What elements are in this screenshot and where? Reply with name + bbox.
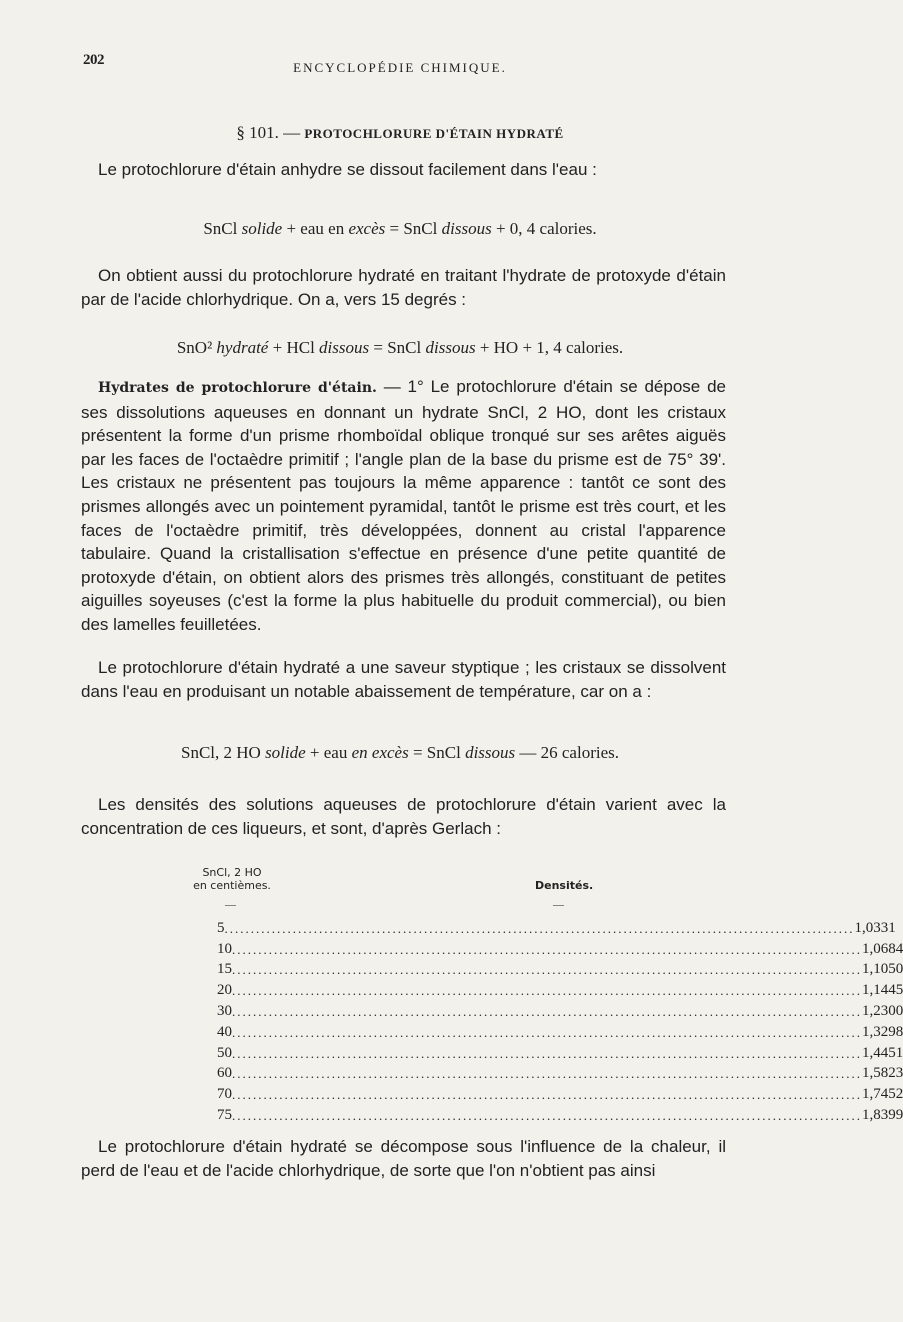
leader-dots: ........................................................................................................................ bbox=[232, 1066, 862, 1082]
density-cell: 1,2300 bbox=[862, 1002, 903, 1019]
concentration-cell: 40 bbox=[217, 1023, 232, 1040]
density-cell: 1,8399 bbox=[862, 1106, 903, 1123]
section-heading bbox=[0, 123, 800, 143]
col-dash-left: — bbox=[225, 899, 236, 911]
table-row bbox=[217, 1082, 903, 1103]
running-title: ENCYCLOPÉDIE CHIMIQUE. bbox=[293, 60, 507, 75]
page-number: 202 bbox=[83, 52, 104, 68]
paragraph-6: Le protochlorure d'étain hydraté se décompose sous l'influence de la chaleur, il perd de l'eau et de l'acide chlorhydrique, de sorte que l'on n'obtient pas ainsi bbox=[81, 1137, 726, 1180]
paragraph-1: Le protochlorure d'étain anhydre se dissout facilement dans l'eau : bbox=[98, 160, 597, 179]
table-row bbox=[217, 1062, 903, 1083]
section-title: PROTOCHLORURE D'ÉTAIN HYDRATÉ bbox=[304, 126, 564, 141]
table-row bbox=[217, 937, 903, 958]
hydrates-body: — 1° Le protochlorure d'étain se dépose de ses dissolutions aqueuses en donnant un hydrate SnCl, 2 HO, dont les cristaux présentent la forme d'un prisme rhomboïdal oblique tronqué sur ses arêtes aiguës par les faces de l'octaèdre primitif ; l'angle plan de la base du prisme est de 75° 39'. Les cristaux ne présentent pas toujours la même apparence : tantôt ce sont des prismes allongés avec un pointement pyramidal, tantôt le prisme est très court, et les faces de l'octaèdre primitif, très développées, donnent au cristal l'apparence tabulaire. Quand la cristallisation s'effectue en présence d'une petite quantité de protoxyde d'étain, on obtient alors des prismes très allongés, constituant de petites aiguilles soyeuses (c'est la forme la plus habituelle du produit commercial), ou bien des lamelles feuilletées. bbox=[81, 377, 726, 634]
paragraph-4: Le protochlorure d'étain hydraté a une saveur styptique ; les cristaux se dissolvent dans l'eau en produisant un notable abaissement de température, car on a : bbox=[81, 658, 726, 701]
leader-dots: ........................................................................................................................ bbox=[232, 962, 862, 978]
table-row bbox=[217, 958, 903, 979]
leader-dots: ........................................................................................................................ bbox=[232, 941, 862, 957]
concentration-cell: 20 bbox=[217, 982, 232, 999]
table-row bbox=[217, 999, 903, 1020]
leader-dots: ........................................................................................................................ bbox=[232, 1045, 862, 1061]
concentration-cell: 30 bbox=[217, 1002, 232, 1019]
leader-dots: ........................................................................................................................ bbox=[232, 1003, 862, 1019]
col-header-concentration: SnCl, 2 HO en centièmes. bbox=[193, 866, 271, 892]
table-body bbox=[217, 916, 903, 1124]
leader-dots: ........................................................................................................................ bbox=[224, 920, 855, 936]
concentration-cell: 60 bbox=[217, 1065, 232, 1082]
concentration-cell: 15 bbox=[217, 961, 232, 978]
section-dash: — bbox=[283, 123, 301, 142]
col-dash-right: — bbox=[553, 899, 564, 911]
concentration-cell: 10 bbox=[217, 940, 232, 957]
table-row bbox=[217, 916, 896, 937]
density-cell: 1,0331 bbox=[854, 919, 896, 936]
paragraph-3 bbox=[81, 375, 726, 637]
density-cell: 1,0684 bbox=[862, 940, 903, 957]
section-number: 101. bbox=[249, 123, 279, 142]
table-row bbox=[217, 1041, 903, 1062]
density-cell: 1,3298 bbox=[862, 1023, 903, 1040]
table-row bbox=[217, 1103, 903, 1124]
density-cell: 1,5823 bbox=[862, 1065, 903, 1082]
density-cell: 1,1050 bbox=[862, 961, 903, 978]
leader-dots: ........................................................................................................................ bbox=[232, 1087, 862, 1103]
concentration-cell: 5 bbox=[217, 919, 225, 936]
col-header-density: Densités. bbox=[535, 879, 594, 892]
hydrates-heading: Hydrates de protochlorure d'étain. bbox=[98, 380, 377, 396]
concentration-cell: 70 bbox=[217, 1086, 232, 1103]
formula-1: SnCl solide + eau en excès = SnCl dissous + 0, 4 calories. bbox=[203, 219, 597, 238]
concentration-cell: 75 bbox=[217, 1106, 232, 1123]
table-row bbox=[217, 978, 903, 999]
concentration-cell: 50 bbox=[217, 1044, 232, 1061]
paragraph-2: On obtient aussi du protochlorure hydraté en traitant l'hydrate de protoxyde d'étain par de l'acide chlorhydrique. On a, vers 15 degrés : bbox=[81, 266, 726, 309]
leader-dots: ........................................................................................................................ bbox=[232, 1107, 862, 1123]
formula-2: SnO² hydraté + HCl dissous = SnCl dissous + HO + 1, 4 calories. bbox=[176, 338, 624, 357]
section-symbol: § bbox=[236, 123, 245, 142]
table-row bbox=[217, 1020, 903, 1041]
density-cell: 1,1445 bbox=[862, 982, 903, 999]
formula-3: SnCl, 2 HO solide + eau en excès = SnCl dissous — 26 calories. bbox=[180, 743, 619, 762]
leader-dots: ........................................................................................................................ bbox=[232, 1024, 862, 1040]
leader-dots: ........................................................................................................................ bbox=[232, 983, 862, 999]
density-cell: 1,7452 bbox=[862, 1086, 903, 1103]
paragraph-5: Les densités des solutions aqueuses de protochlorure d'étain varient avec la concentration de ces liqueurs, et sont, d'après Gerlach : bbox=[81, 795, 726, 838]
density-cell: 1,4451 bbox=[862, 1044, 903, 1061]
